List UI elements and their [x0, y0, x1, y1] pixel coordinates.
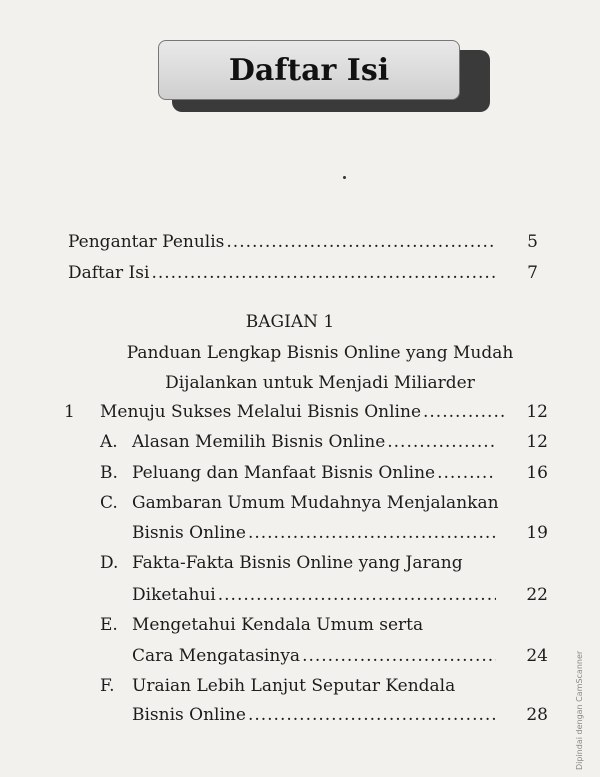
toc-page-number: 16 [526, 463, 548, 483]
toc-entry-section-a[interactable] [132, 431, 498, 453]
dot-leader [302, 645, 496, 667]
toc-entry-section-e[interactable] [132, 645, 498, 667]
toc-entry-label: Alasan Memilih Bisnis Online [132, 432, 386, 452]
toc-page-number: 7 [527, 263, 538, 283]
dot-leader [423, 401, 506, 423]
section-letter: D. [100, 553, 119, 573]
section-letter: E. [100, 615, 118, 635]
toc-page-number: 28 [526, 705, 548, 725]
toc-entry-chapter-1[interactable] [100, 401, 508, 423]
dot-leader [218, 584, 496, 606]
section-letter: F. [100, 676, 115, 696]
toc-entry-label: Diketahui [132, 585, 216, 605]
toc-page-number: 12 [526, 432, 548, 452]
toc-entry-pengantar[interactable] [68, 231, 498, 253]
toc-entry-label: Peluang dan Manfaat Bisnis Online [132, 463, 436, 483]
toc-page-number: 12 [526, 402, 548, 422]
toc-entry-label: Daftar Isi [68, 263, 150, 283]
toc-entry-label: Cara Mengatasinya [132, 646, 301, 666]
decorative-dot [343, 176, 346, 179]
section-letter: B. [100, 463, 118, 483]
toc-page-number: 5 [527, 232, 538, 252]
toc-entry-label-line1: Uraian Lebih Lanjut Seputar Kendala [132, 676, 456, 696]
toc-page-number: 19 [526, 523, 548, 543]
part-subtitle-line1: Panduan Lengkap Bisnis Online yang Mudah [126, 343, 514, 363]
scanner-watermark: Dipindai dengan CamScanner [575, 650, 584, 770]
part-subtitle-line2: Dijalankan untuk Menjadi Miliarder [165, 373, 475, 393]
toc-entry-label-line1: Mengetahui Kendala Umum serta [132, 615, 424, 635]
toc-entry-label-line1: Fakta-Fakta Bisnis Online yang Jarang [132, 553, 463, 573]
dot-leader [248, 704, 496, 726]
dot-leader [151, 262, 496, 284]
page-title: Daftar Isi [228, 52, 390, 88]
toc-page-number: 22 [526, 585, 548, 605]
dot-leader [387, 431, 496, 453]
chapter-number: 1 [64, 402, 75, 422]
toc-entry-section-c[interactable] [132, 522, 498, 544]
part-label: BAGIAN 1 [245, 312, 335, 332]
toc-entry-label-line1: Gambaran Umum Mudahnya Menjalankan [132, 493, 499, 513]
toc-entry-label: Bisnis Online [132, 705, 246, 725]
title-banner [158, 40, 488, 110]
title-box [158, 40, 460, 100]
dot-leader [248, 522, 496, 544]
toc-entry-label: Pengantar Penulis [68, 232, 225, 252]
section-letter: C. [100, 493, 118, 513]
toc-entry-section-d[interactable] [132, 584, 498, 606]
dot-leader [437, 462, 496, 484]
toc-entry-label: Bisnis Online [132, 523, 246, 543]
toc-entry-section-b[interactable] [132, 462, 498, 484]
toc-entry-label: Menuju Sukses Melalui Bisnis Online [100, 402, 421, 422]
section-letter: A. [100, 432, 118, 452]
toc-entry-daftar-isi[interactable] [68, 262, 498, 284]
toc-entry-section-f[interactable] [132, 704, 498, 726]
toc-page-number: 24 [526, 646, 548, 666]
dot-leader [226, 231, 496, 253]
